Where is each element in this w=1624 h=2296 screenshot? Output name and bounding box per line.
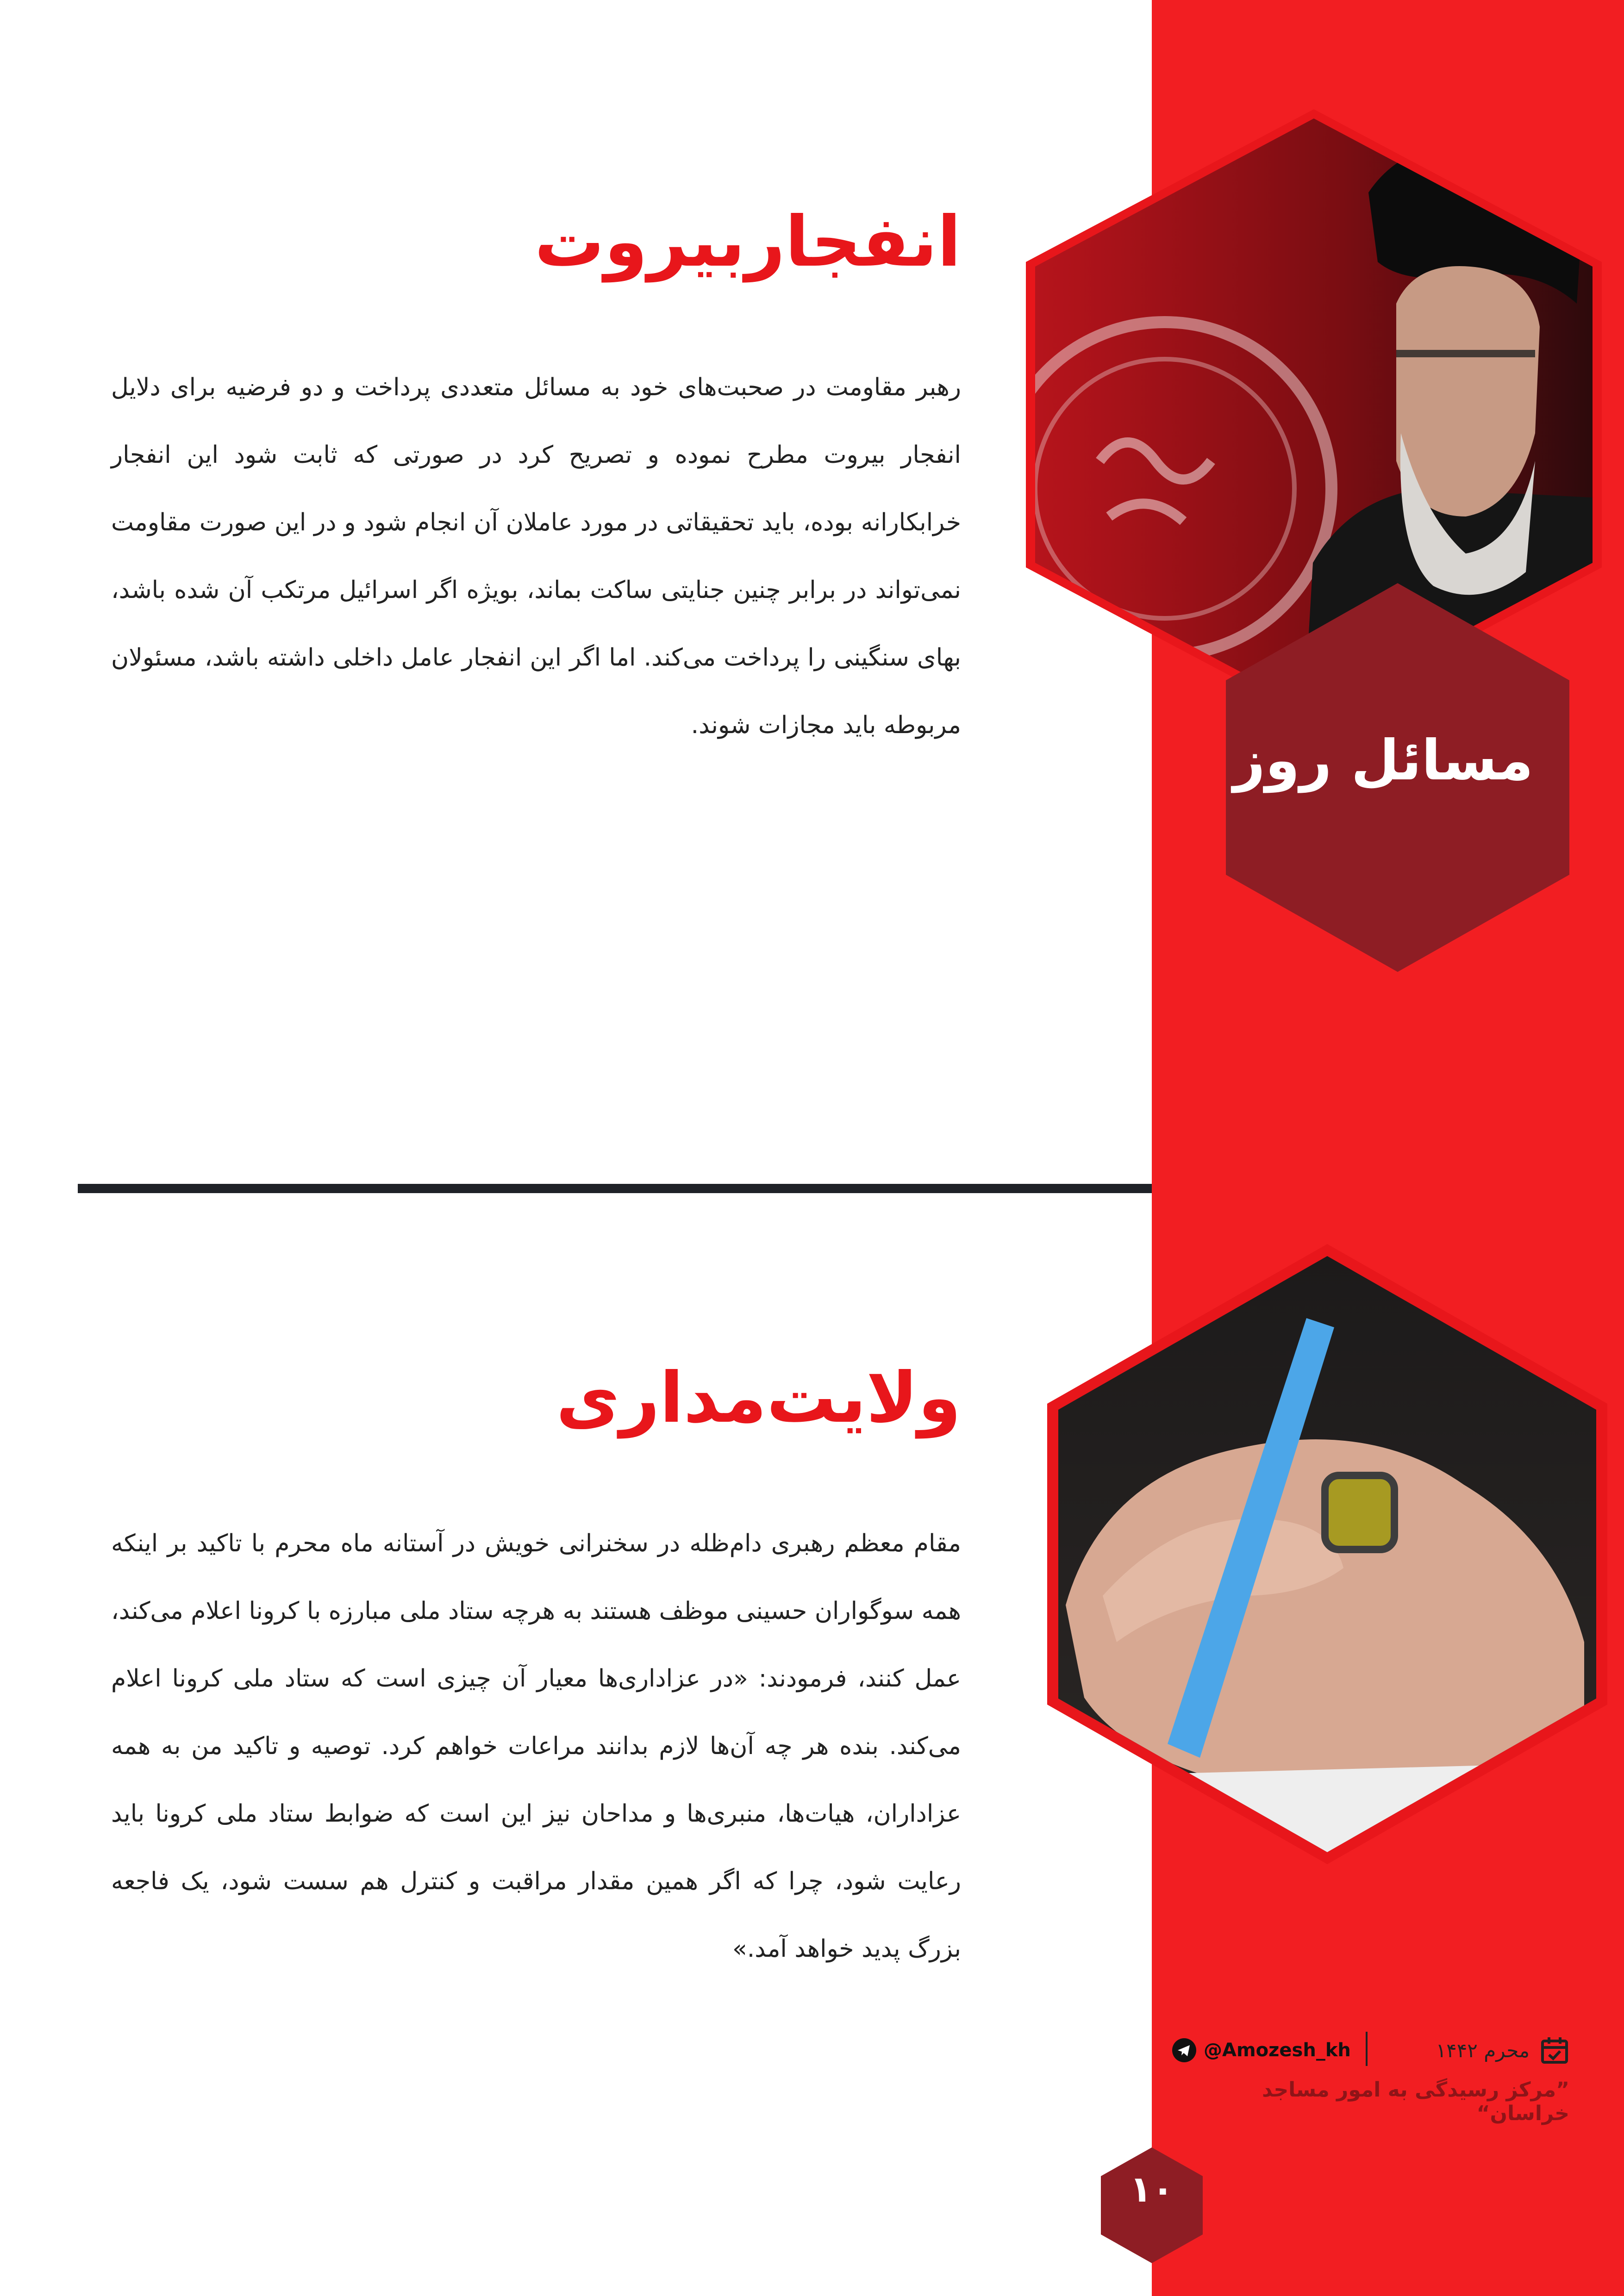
photo-hexagon-bottom: [1047, 1244, 1607, 1864]
footer-separator: [1366, 2032, 1368, 2066]
footer-date: [1436, 2035, 1569, 2065]
article-body-beirut: [111, 354, 961, 759]
article-body-text: رهبر مقاومت در صحبت‌های خود به مسائل متعددی پرداخت و دو فرضیه برای دلایل انفجار بیروت مطرح نموده و تصریح کرد در صورتی که ثابت شود این انفجار خرابکارانه بوده، باید تحقیقاتی در مورد عاملان آن انجام شود و در این صورت مقاومت نمی‌تواند در برابر چنین جنایتی ساکت بماند، بویژه اگر اسرائیل مرتکب آن شده باشد، بهای سنگینی را پرداخت می‌کند. اما اگر این انفجار عامل داخلی داشته باشد، مسئولان مربوطه باید مجازات شوند.: [111, 373, 961, 739]
page-number: ۱۰: [1130, 2169, 1174, 2210]
article-title-beirut: انفجاربیروت: [534, 202, 961, 282]
section-divider: [78, 1184, 1152, 1193]
footer-handle-text[interactable]: @Amozesh_kh: [1204, 2040, 1351, 2061]
article-body-text: مقام معظم رهبری دام‌ظله در سخنرانی خویش در آستانه ماه محرم با تاکید بر اینکه همه سوگواران حسینی موظف هستند به هرچه ستاد ملی مبارزه با کرونا اعلام می‌کند، عمل کنند، فرمودند: «در عزاداری‌ها معیار آن چیزی است که ستاد ملی کرونا اعلام می‌کند. بنده هر چه آن‌ها لازم بدانند مراعات خواهم کرد. توصیه و تاکید من به همه عزاداران، هیات‌ها، منبری‌ها و مداحان نیز این است که ضوابط ستاد ملی کرونا باید رعایت شود، چرا که اگر همین مقدار مراقبت و کنترل هم سست شود، یک فاجعه بزرگ پدید خواهد آمد.»: [111, 1530, 961, 1963]
footer-organization: ”مرکز رسیدگی به امور مساجد خراسان“: [1262, 2078, 1569, 2125]
article-title-velayat: ولایت‌مداری: [556, 1358, 961, 1438]
footer-meta: [1171, 2032, 1569, 2069]
article-body-velayat: [111, 1510, 961, 1983]
telegram-icon: [1171, 2037, 1197, 2063]
footer-date-text: محرم ۱۴۴۲: [1436, 2039, 1530, 2062]
footer-social[interactable]: [1171, 2037, 1351, 2063]
calendar-icon: [1540, 2035, 1569, 2065]
section-badge-label: مسائل روز: [1233, 728, 1534, 793]
